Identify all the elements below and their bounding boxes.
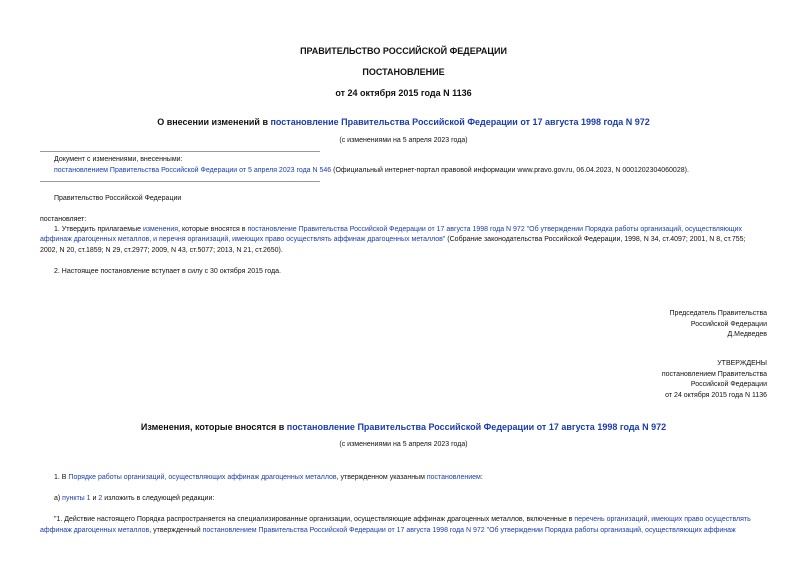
approved-block	[662, 359, 767, 401]
signature-block	[670, 309, 767, 341]
quote-link-list-cont[interactable]: аффинаж драгоценных металлов	[40, 527, 150, 534]
item1-link-resolution[interactable]: постановление Правительства Российской Федерации от 17 августа 1998 года N 972 "Об утверждении Порядка работы организаций, осуществляющих	[247, 226, 743, 233]
changes-note: (с изменениями на 5 апреля 2023 года)	[339, 137, 468, 144]
s1-line	[54, 473, 483, 483]
amendments-line	[54, 166, 689, 176]
section-note: (с изменениями на 5 апреля 2023 года)	[339, 441, 468, 448]
item1-text-c: (Собрание законодательства Российской Федерации, 1998, N 34, ст.4097; 2001, N 8, ст.755;	[445, 236, 746, 243]
s1a-link-item2[interactable]: 2	[98, 495, 103, 502]
decides: постановляет:	[40, 216, 87, 223]
s1a-text-c: изложить в следующей редакции:	[102, 495, 215, 502]
amendment-link[interactable]: постановлением Правительства Российской Федерации от 5 апреля 2023 года N 546	[54, 167, 332, 174]
s1-text-a: 1. В	[54, 474, 69, 481]
quote-text-a: "1. Действие настоящего Порядка распространяется на специализированные организации, осуществляющие аффинаж драгоценных металлов, включенные в	[54, 516, 575, 523]
item1-line2	[40, 235, 745, 245]
issuer: Правительство Российской Федерации	[54, 195, 182, 202]
quote-link-resolution[interactable]: постановлением Правительства Российской Федерации от 17 августа 1998 года N 972 "Об утверждении Порядка работы организаций, осуществляющих аффинаж	[202, 527, 736, 534]
item1-text-b: , которые вносятся в	[178, 226, 248, 233]
s1a-link-items1[interactable]: пункты 1	[62, 495, 91, 502]
divider-top	[40, 151, 320, 152]
item1-line1	[54, 225, 742, 235]
s1-link-procedure[interactable]: Порядке работы организаций, осуществляющих аффинаж драгоценных металлов	[68, 474, 337, 481]
signature-line2: Российской Федерации	[690, 320, 767, 328]
signature-line3: Д.Медведев	[727, 331, 767, 338]
document-type: ПОСТАНОВЛЕНИЕ	[362, 67, 445, 77]
item1-text-a: 1. Утвердить прилагаемые	[54, 226, 143, 233]
section-title	[0, 422, 807, 432]
document-date: от 24 октября 2015 года N 1136	[335, 88, 472, 98]
approved-line3: Российской Федерации	[690, 381, 767, 388]
section-title-link[interactable]: постановление Правительства Российской Федерации от 17 августа 1998 года N 972	[286, 422, 667, 432]
divider-bottom	[40, 181, 320, 182]
quote-link-list[interactable]: перечень организаций, имеющих право осуществлять	[574, 516, 751, 523]
amendments-heading: Документ с изменениями, внесенными:	[54, 156, 183, 163]
s1a-text-a: а)	[54, 495, 63, 502]
approved-line4: от 24 октября 2015 года N 1136	[665, 391, 767, 399]
s1a-line	[54, 494, 214, 504]
quote-line1	[54, 515, 751, 525]
approved-line1: УТВЕРЖДЕНЫ	[717, 360, 767, 367]
section-title-prefix: Изменения, которые вносятся в	[140, 422, 287, 432]
quote-line2	[40, 526, 736, 536]
document-title	[0, 117, 807, 127]
quote-text-b: , утвержденный	[149, 527, 203, 534]
item1-line3: 2002, N 20, ст.1859; N 29, ст.2977; 2009, N 43, ст.5077; 2013, N 21, ст.2650).	[40, 247, 283, 254]
s1-text-c: :	[480, 474, 483, 481]
government-heading: ПРАВИТЕЛЬСТВО РОССИЙСКОЙ ФЕДЕРАЦИИ	[300, 46, 507, 56]
item1-link-changes[interactable]: изменения	[142, 226, 179, 233]
amendment-tail: (Официальный интернет-портал правовой информации www.pravo.gov.ru, 06.04.2023, N 0001202304060028).	[331, 167, 689, 174]
title-link[interactable]: постановление Правительства Российской Федерации от 17 августа 1998 года N 972	[270, 117, 650, 127]
approved-line2: постановлением Правительства	[661, 370, 767, 378]
item1-link-resolution-cont[interactable]: аффинаж драгоценных металлов, и перечня организаций, имеющих право осуществлять аффинаж драгоценных металлов"	[40, 236, 446, 243]
signature-line1: Председатель Правительства	[669, 310, 767, 317]
s1a-text-b: и	[90, 495, 99, 502]
s1-text-b: , утвержденном указанным	[336, 474, 427, 481]
title-prefix: О внесении изменений в	[157, 117, 271, 127]
s1-link-resolution[interactable]: постановлением	[426, 474, 481, 481]
item2: 2. Настоящее постановление вступает в силу с 30 октября 2015 года.	[54, 268, 281, 275]
